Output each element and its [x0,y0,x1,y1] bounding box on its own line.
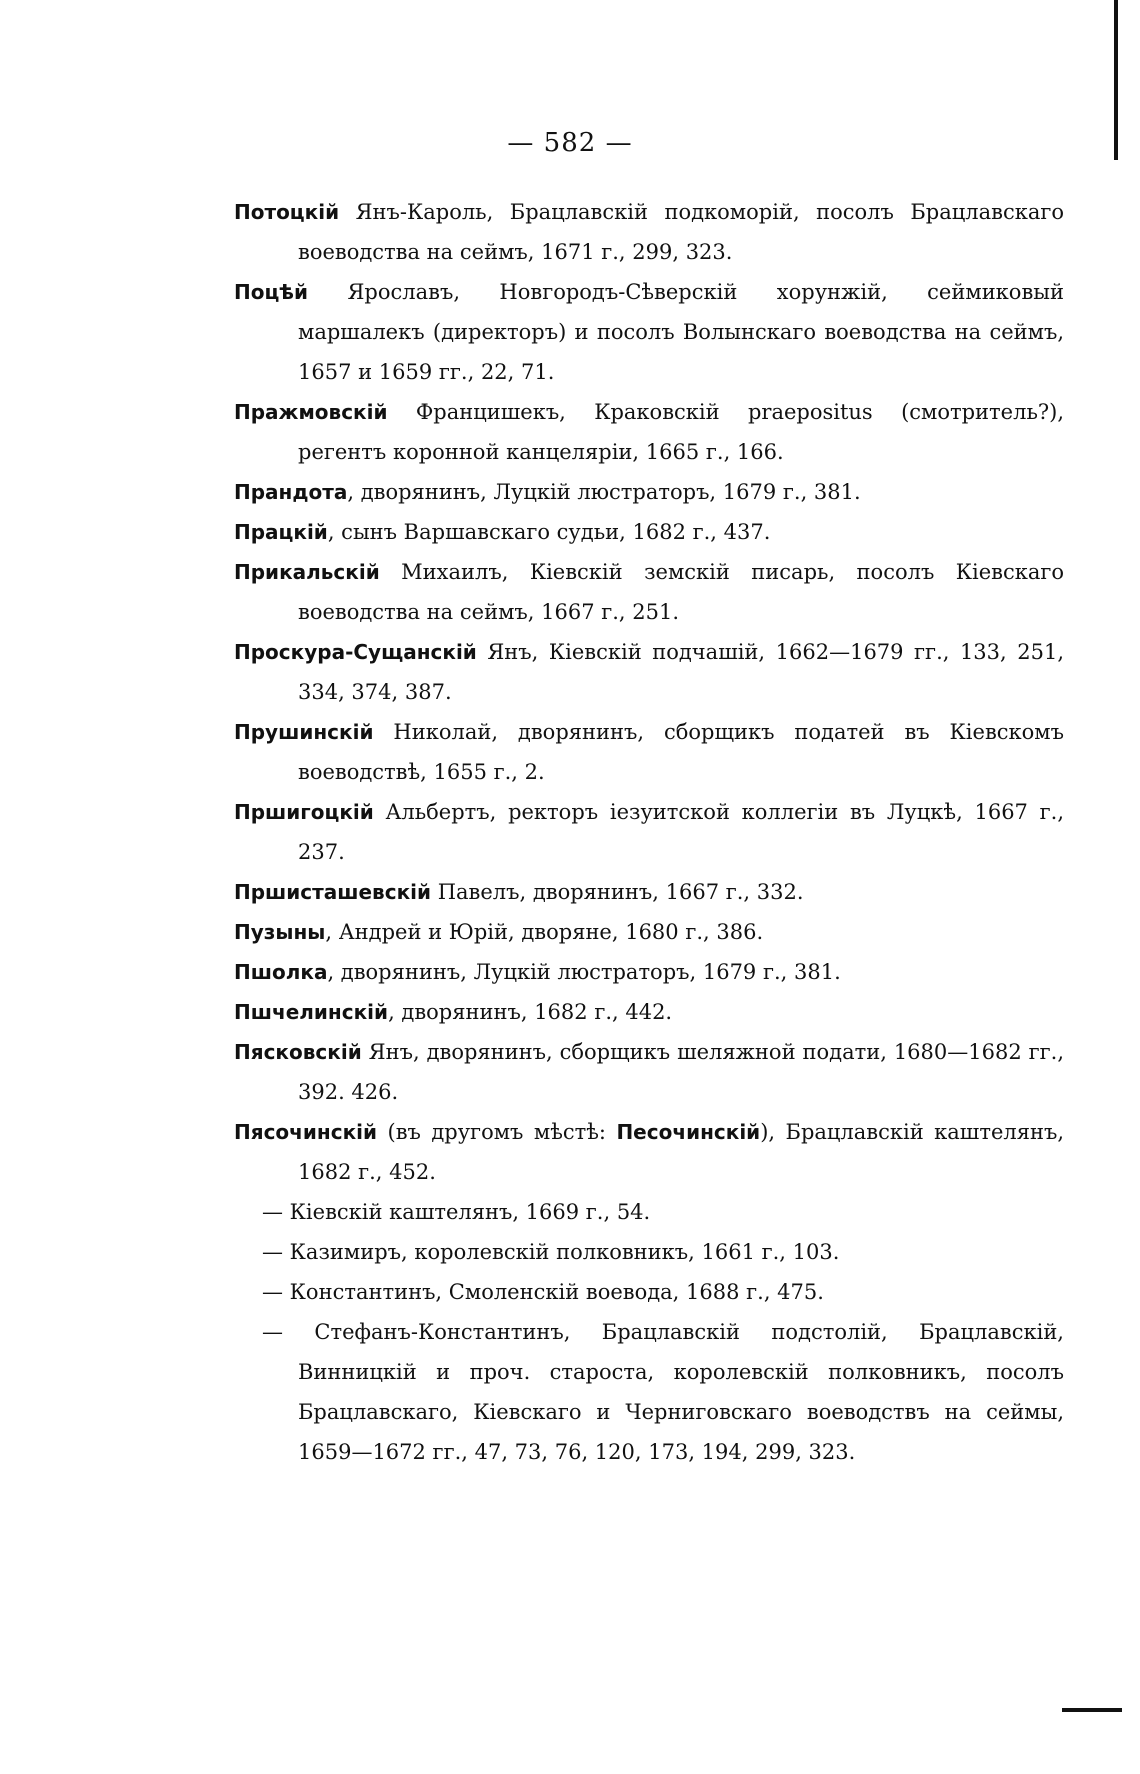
entry-text: Павелъ, дворянинъ, 1667 г., 332. [431,880,804,904]
entry-text: , дворянинъ, 1682 г., 442. [388,1000,673,1024]
index-entry [234,632,1064,712]
index-entry [234,392,1064,472]
entry-headword: Працкій [234,520,328,544]
index-entry [234,872,1064,912]
entry-headword: Пршисташевскій [234,880,432,904]
entry-text: Альбертъ, ректоръ іезуитской коллегіи въ Луцкѣ, 1667 г., 237. [298,800,1064,864]
index-entry [234,952,1064,992]
entry-headword: Пясковскій [234,1040,362,1064]
entry-headword: Прандота [234,480,348,504]
entry-text: Янъ-Кароль, Брацлавскій подкоморій, посолъ Брацлавскаго воеводства на сеймъ, 1671 г., 299, 323. [298,200,1064,264]
index-entry [234,712,1064,792]
entry-alt-headword: Песочинскій [616,1120,761,1144]
index-entry [234,912,1064,952]
entry-text: (въ другомъ мѣстѣ: [377,1120,617,1144]
index-entry [234,512,1064,552]
sub-entry: — Кіевскій каштелянъ, 1669 г., 54. [262,1200,651,1224]
entry-text: Янъ, Кіевскій подчашій, 1662—1679 гг., 133, 251, 334, 374, 387. [298,640,1064,704]
index-entry [234,792,1064,872]
entry-headword: Пузыны [234,920,326,944]
page-number: — 582 — [507,128,633,158]
entry-text: , Андрей и Юрій, дворяне, 1680 г., 386. [325,920,764,944]
sub-entry: — Стефанъ-Константинъ, Брацлавскій подстолій, Брацлавскій, Винницкій и проч. староста, королевскій полковникъ, посолъ Брацлавскаго, Кіевскаго и Черниговскаго воеводствъ на сеймы, 1659—1672 гг., 47, 73, 76, 120, 173, 194, 299, 323. [262,1320,1064,1464]
entry-headword: Пясочинскій [234,1120,378,1144]
entry-text: , дворянинъ, Луцкій люстраторъ, 1679 г., 381. [327,960,841,984]
index-entry [234,992,1064,1032]
entry-text: Михаилъ, Кіевскій земскій писарь, посолъ Кіевскаго воеводства на сеймъ, 1667 г., 251. [298,560,1064,624]
scan-corner-mark [1062,1708,1122,1712]
entry-headword: Проскура-Сущанскій [234,640,477,664]
entry-text: Ярославъ, Новгородъ-Сѣверскій хорунжій, сеймиковый маршалекъ (директоръ) и посолъ Волынскаго воеводства на сеймъ, 1657 и 1659 гг., 22, 71. [298,280,1064,384]
entry-text: ), Брацлавскій каштелянъ, 1682 г., 452. [298,1120,1064,1184]
index-entry [234,1032,1064,1112]
index-entry [234,472,1064,512]
entry-headword: Потоцкій [234,200,340,224]
sub-entry: — Казимиръ, королевскій полковникъ, 1661 г., 103. [262,1240,840,1264]
index-entries [234,192,1064,1472]
index-entry [234,1112,1064,1192]
entry-headword: Прикальскій [234,560,380,584]
entry-text: , дворянинъ, Луцкій люстраторъ, 1679 г., 381. [347,480,861,504]
entry-headword: Пшчелинскій [234,1000,389,1024]
entry-headword: Поцѣй [234,280,309,304]
index-entry [234,552,1064,632]
entry-text: Францишекъ, Краковскій praepositus (смотритель?), регентъ коронной канцеляріи, 1665 г., 166. [298,400,1064,464]
entry-text: Николай, дворянинъ, сборщикъ податей въ Кіевскомъ воеводствѣ, 1655 г., 2. [298,720,1064,784]
entry-headword: Пршигоцкій [234,800,374,824]
sub-entry: — Константинъ, Смоленскій воевода, 1688 г., 475. [262,1280,824,1304]
index-entry [234,272,1064,392]
entry-text: Янъ, дворянинъ, сборщикъ шеляжной подати, 1680—1682 гг., 392. 426. [298,1040,1064,1104]
index-entry [234,192,1064,272]
entry-headword: Пражмовскій [234,400,388,424]
entry-headword: Прушинскій [234,720,374,744]
entry-headword: Пшолка [234,960,328,984]
entry-text: , сынъ Варшавскаго судьи, 1682 г., 437. [327,520,771,544]
